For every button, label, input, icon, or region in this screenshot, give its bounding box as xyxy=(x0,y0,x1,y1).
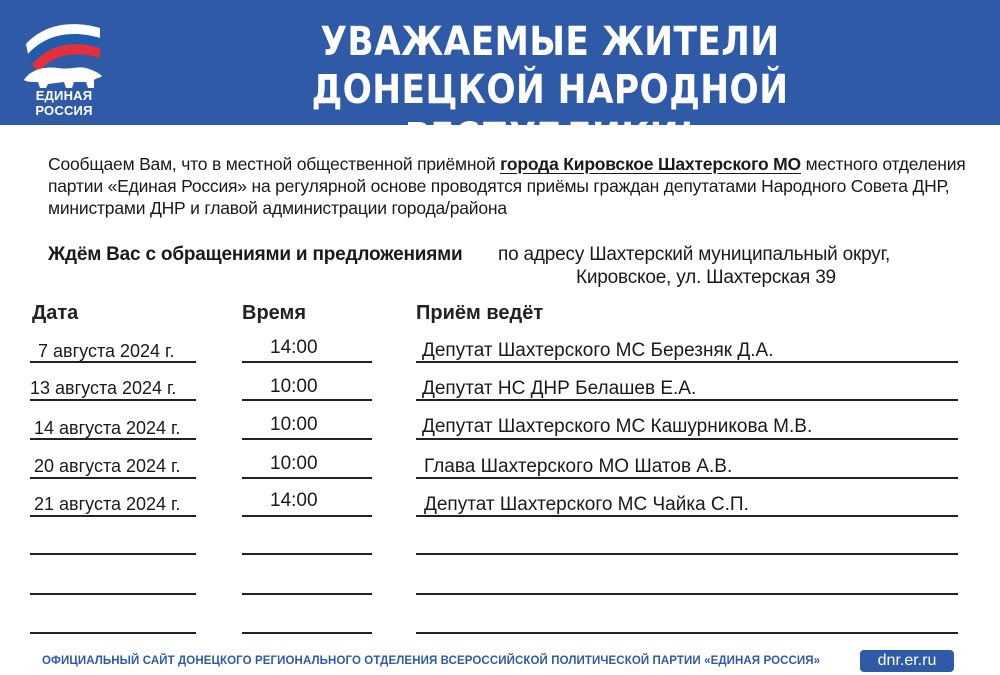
time-line xyxy=(242,632,372,634)
logo-line-1: ЕДИНАЯ xyxy=(35,88,93,103)
date-line xyxy=(30,399,196,401)
intro-place: города Кировское Шахтерского МО xyxy=(500,154,801,174)
host-line xyxy=(416,553,958,555)
date-line xyxy=(30,632,196,634)
row-host: Депутат Шахтерского МС Березняк Д.А. xyxy=(422,340,774,361)
date-line xyxy=(30,553,196,555)
time-line xyxy=(242,361,372,363)
row-time: 14:00 xyxy=(270,490,318,511)
row-date: 14 августа 2024 г. xyxy=(34,418,181,438)
invite-text: Ждём Вас с обращениями и предложениями xyxy=(48,244,463,265)
host-line xyxy=(416,438,958,440)
bear-icon xyxy=(24,67,102,88)
row-host: Глава Шахтерского МО Шатов А.В. xyxy=(424,456,733,477)
date-line xyxy=(30,361,196,363)
row-time: 10:00 xyxy=(270,376,318,397)
logo-line-2: РОССИЯ xyxy=(35,103,93,118)
row-time: 10:00 xyxy=(270,414,318,435)
time-line xyxy=(242,593,372,595)
row-host: Депутат Шахтерского МС Чайка С.П. xyxy=(424,494,749,515)
row-date: 7 августа 2024 г. xyxy=(38,341,175,361)
intro-paragraph xyxy=(48,153,973,219)
host-line xyxy=(416,477,958,479)
time-line xyxy=(242,553,372,555)
row-date: 13 августа 2024 г. xyxy=(30,378,177,398)
title-line-2: ДОНЕЦКОЙ НАРОДНОЙ РЕСПУБЛИКИ! xyxy=(311,67,789,161)
date-line xyxy=(30,515,196,517)
header-host: Приём ведёт xyxy=(416,302,544,324)
row-host: Депутат НС ДНР Белашев Е.А. xyxy=(422,378,697,399)
host-line xyxy=(416,593,958,595)
row-host: Депутат Шахтерского МС Кашурникова М.В. xyxy=(422,416,813,437)
header-time: Время xyxy=(242,302,306,324)
host-line xyxy=(416,361,958,363)
intro-part-2: местного отделения партии «Единая Россия» на регулярной основе проводятся приёмы граждан депутатами Народного Совета ДНР, министрами ДНР и главой администрации города/района xyxy=(48,154,966,218)
address-line-1: по адресу Шахтерский муниципальный округ, xyxy=(498,244,891,265)
logo-caption xyxy=(14,88,114,118)
time-line xyxy=(242,477,372,479)
page-title xyxy=(189,18,911,162)
host-line xyxy=(416,515,958,517)
title-line-1: УВАЖАЕМЫЕ ЖИТЕЛИ xyxy=(320,19,780,65)
date-line xyxy=(30,438,196,440)
row-date: 20 августа 2024 г. xyxy=(34,456,181,476)
host-line xyxy=(416,632,958,634)
date-line xyxy=(30,477,196,479)
website-link[interactable]: dnr.er.ru xyxy=(860,650,954,672)
time-line xyxy=(242,515,372,517)
time-line xyxy=(242,438,372,440)
row-date: 21 августа 2024 г. xyxy=(34,494,181,514)
intro-part-1: Сообщаем Вам, что в местной общественной приёмной xyxy=(48,154,501,174)
row-time: 14:00 xyxy=(270,337,318,358)
date-line xyxy=(30,593,196,595)
host-line xyxy=(416,399,958,401)
address-line-2: Кировское, ул. Шахтерская 39 xyxy=(576,267,836,288)
row-time: 10:00 xyxy=(270,453,318,474)
footer-caption: ОФИЦИАЛЬНЫЙ САЙТ ДОНЕЦКОГО РЕГИОНАЛЬНОГО ОТДЕЛЕНИЯ ВСЕРОССИЙСКОЙ ПОЛИТИЧЕСКОЙ ПАРТИИ «ЕДИНАЯ РОССИЯ» xyxy=(42,655,821,667)
header-date: Дата xyxy=(32,302,79,324)
time-line xyxy=(242,399,372,401)
